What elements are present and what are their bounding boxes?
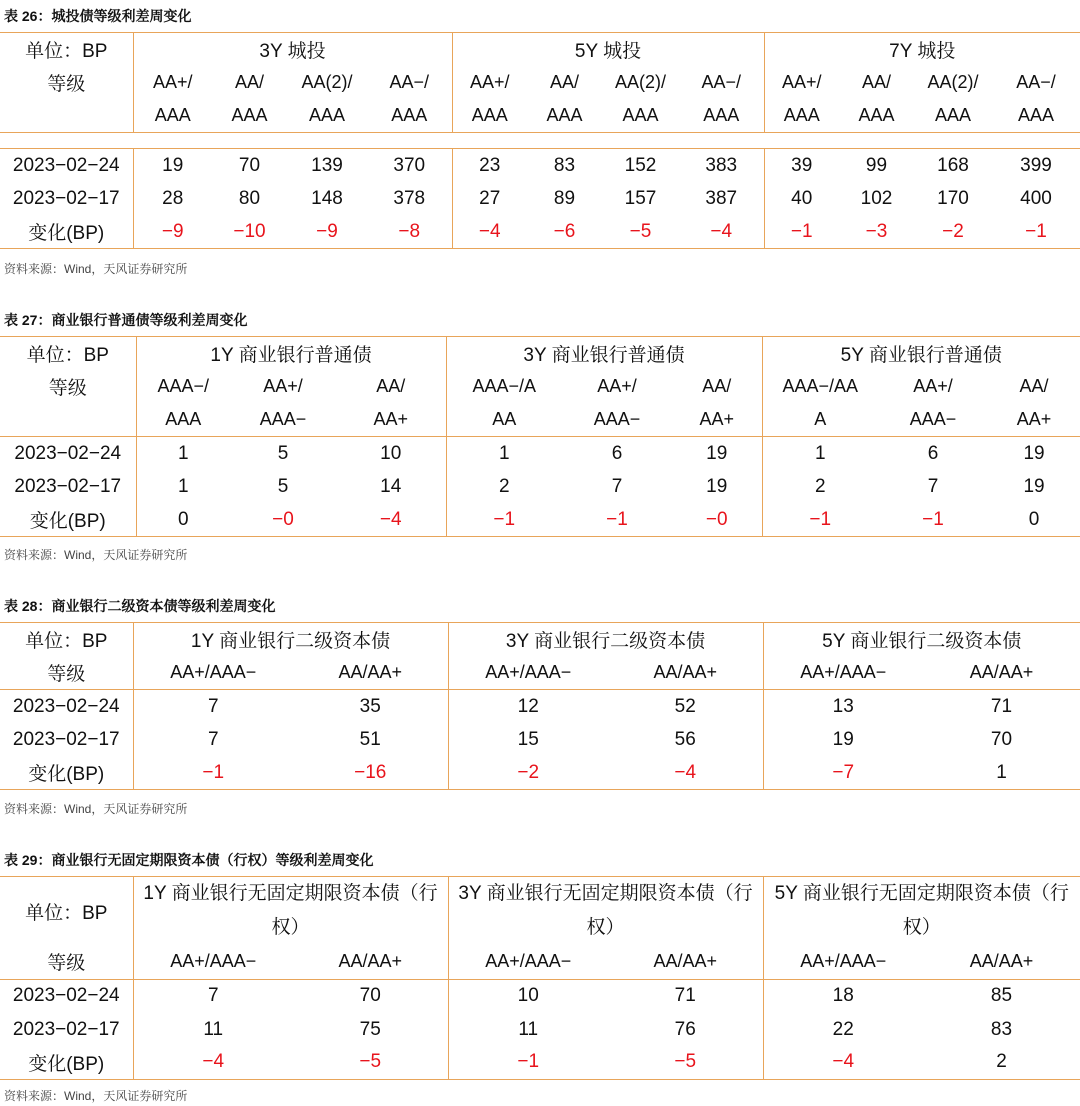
cell: 85 bbox=[990, 985, 1013, 1007]
table-26 bbox=[0, 32, 1080, 249]
table-row bbox=[0, 471, 1080, 504]
cell: −1 bbox=[446, 504, 562, 537]
cell: 71 bbox=[990, 695, 1013, 717]
col-header: AA+ bbox=[1016, 408, 1052, 429]
col-header: AAA bbox=[133, 99, 212, 133]
group-header: 5Y 商业银行无固定期限资本债（行权） bbox=[763, 877, 1080, 946]
col-header: AAA bbox=[934, 104, 972, 125]
cell: 5 bbox=[277, 442, 289, 464]
cell: −4 bbox=[763, 1046, 923, 1079]
row-label: 2023−02−24 bbox=[12, 695, 120, 717]
cell: −1 bbox=[762, 504, 878, 537]
cell: 22 bbox=[763, 1013, 923, 1046]
cell: 19 bbox=[1023, 442, 1045, 464]
cell: 27 bbox=[452, 183, 527, 216]
group-header: 3Y 商业银行普通债 bbox=[446, 337, 762, 370]
grade-label: 等级 bbox=[48, 377, 87, 399]
cell: 70 bbox=[359, 985, 381, 1007]
table-row bbox=[0, 149, 1080, 183]
col-header: AA+/AAA− bbox=[133, 656, 293, 690]
col-header: AAA bbox=[764, 99, 839, 133]
cell: 157 bbox=[624, 188, 657, 209]
row-label: 2023−02−24 bbox=[14, 442, 122, 464]
cell: 5 bbox=[277, 476, 289, 497]
cell: 10 bbox=[380, 442, 402, 464]
col-header: AA(2)/ bbox=[301, 71, 353, 92]
table-28-caption: 表 28：商业银行二级资本债等级利差周变化 bbox=[4, 598, 276, 614]
source-note: 资料来源：Wind，天风证券研究所 bbox=[4, 1089, 188, 1103]
cell: 15 bbox=[448, 724, 608, 757]
col-header: AA/AA+ bbox=[969, 951, 1034, 972]
cell: 18 bbox=[763, 979, 923, 1013]
cell: −4 bbox=[133, 1046, 293, 1079]
col-header: AA+ bbox=[373, 408, 409, 429]
cell: 71 bbox=[674, 985, 696, 1007]
cell: 7 bbox=[133, 724, 293, 757]
cell: −5 bbox=[629, 220, 652, 242]
cell: 7 bbox=[133, 690, 293, 724]
unit-label: 单位：BP bbox=[25, 40, 108, 62]
row-label: 2023−02−17 bbox=[12, 729, 120, 750]
col-header: AA−/ bbox=[701, 71, 742, 92]
col-header: AA(2)/ bbox=[927, 71, 979, 92]
group-header: 5Y 商业银行普通债 bbox=[762, 337, 1080, 370]
row-label: 2023−02−24 bbox=[12, 985, 120, 1007]
col-header: AA/ bbox=[234, 71, 264, 92]
table-row bbox=[0, 979, 1080, 1013]
col-header: AA/AA+ bbox=[338, 661, 403, 682]
grade-label: 等级 bbox=[47, 663, 86, 685]
table-row bbox=[0, 437, 1080, 471]
cell: 370 bbox=[393, 154, 426, 176]
row-label: 变化(BP) bbox=[28, 223, 105, 245]
col-header: AAA bbox=[703, 104, 740, 125]
cell: 76 bbox=[674, 1018, 696, 1040]
col-header: AA+/AAA− bbox=[448, 656, 608, 690]
group-header: 3Y 商业银行无固定期限资本债（行权） bbox=[448, 877, 763, 946]
col-header: AAA−/ bbox=[136, 370, 230, 403]
source-note: 资料来源：Wind，天风证券研究所 bbox=[4, 802, 188, 816]
col-header: AA/AA+ bbox=[653, 951, 718, 972]
cell: 2 bbox=[762, 471, 878, 504]
cell: −5 bbox=[674, 1051, 697, 1073]
col-header: AA+/ bbox=[913, 375, 953, 396]
cell: 28 bbox=[133, 183, 212, 216]
cell: −0 bbox=[705, 508, 728, 530]
cell: 399 bbox=[1020, 154, 1052, 176]
col-header: AAA bbox=[858, 104, 895, 125]
cell: 1 bbox=[996, 761, 1007, 783]
col-header: AAA−/A bbox=[446, 370, 562, 403]
col-header: AA/ bbox=[549, 71, 579, 92]
row-label: 2023−02−17 bbox=[12, 188, 120, 209]
table-row bbox=[0, 690, 1080, 724]
col-header: AA/AA+ bbox=[338, 951, 403, 972]
cell: −4 bbox=[674, 761, 697, 783]
col-header: AA(2)/ bbox=[614, 71, 666, 92]
cell: 2 bbox=[446, 471, 562, 504]
group-header: 3Y 城投 bbox=[133, 33, 452, 66]
cell: 83 bbox=[990, 1018, 1013, 1040]
cell: 6 bbox=[927, 442, 939, 464]
col-header: AAA−/AA bbox=[762, 370, 878, 403]
cell: 40 bbox=[764, 183, 839, 216]
cell: 170 bbox=[937, 188, 969, 209]
row-label: 2023−02−24 bbox=[12, 154, 120, 176]
col-header: AAA bbox=[452, 99, 527, 133]
cell: 99 bbox=[865, 154, 888, 176]
cell: 56 bbox=[674, 729, 696, 750]
cell: 89 bbox=[553, 188, 576, 209]
cell: 1 bbox=[136, 471, 230, 504]
cell: 19 bbox=[133, 149, 212, 183]
cell: 2 bbox=[996, 1051, 1007, 1073]
unit-label: 单位：BP bbox=[25, 902, 108, 924]
cell: 70 bbox=[238, 154, 261, 176]
cell: −10 bbox=[233, 220, 266, 242]
table-26-caption: 表 26：城投债等级利差周变化 bbox=[4, 8, 192, 24]
cell: −1 bbox=[764, 216, 839, 249]
unit-label: 单位：BP bbox=[25, 630, 108, 652]
col-header: AA−/ bbox=[389, 71, 430, 92]
cell: −9 bbox=[133, 216, 212, 249]
cell: −8 bbox=[398, 220, 421, 242]
cell: 70 bbox=[990, 729, 1013, 750]
cell: −4 bbox=[379, 508, 402, 530]
table-27 bbox=[0, 336, 1080, 537]
cell: −1 bbox=[922, 508, 944, 530]
cell: 0 bbox=[136, 504, 230, 537]
table-row bbox=[0, 504, 1080, 537]
col-header: A bbox=[762, 403, 878, 437]
group-header: 1Y 商业银行二级资本债 bbox=[133, 623, 448, 656]
col-header: AA/ bbox=[376, 375, 406, 396]
group-header: 5Y 城投 bbox=[452, 33, 764, 66]
col-header: AA/ bbox=[702, 375, 732, 396]
col-header: AA−/ bbox=[1016, 71, 1056, 92]
cell: 83 bbox=[553, 154, 576, 176]
col-header: AA bbox=[446, 403, 562, 437]
cell: 0 bbox=[1028, 508, 1040, 530]
grade-label: 等级 bbox=[47, 953, 86, 975]
col-header: AA+/AAA− bbox=[133, 945, 293, 979]
cell: −7 bbox=[763, 757, 923, 790]
table-row bbox=[0, 724, 1080, 757]
cell: 7 bbox=[611, 476, 623, 497]
col-header: AA+/ bbox=[263, 375, 303, 396]
cell: −1 bbox=[448, 1046, 608, 1079]
col-header: AAA− bbox=[909, 408, 957, 429]
col-header: AA/AA+ bbox=[969, 661, 1034, 682]
table-29 bbox=[0, 876, 1080, 1080]
cell: −3 bbox=[865, 220, 888, 242]
cell: 51 bbox=[359, 729, 381, 750]
table-row bbox=[0, 216, 1080, 249]
cell: −2 bbox=[448, 757, 608, 790]
col-header: AAA bbox=[308, 104, 346, 125]
col-header: AA+/ bbox=[133, 66, 212, 99]
cell: −16 bbox=[354, 761, 387, 783]
cell: 1 bbox=[136, 437, 230, 471]
source-note: 资料来源：Wind，天风证券研究所 bbox=[4, 548, 188, 562]
col-header: AA+/AAA− bbox=[763, 945, 923, 979]
cell: 6 bbox=[611, 442, 623, 464]
cell: 139 bbox=[311, 154, 343, 176]
cell: 19 bbox=[763, 724, 923, 757]
cell: 7 bbox=[927, 476, 939, 497]
cell: −5 bbox=[359, 1051, 382, 1073]
cell: 378 bbox=[393, 188, 426, 209]
table-row bbox=[0, 1013, 1080, 1046]
cell: 387 bbox=[705, 188, 738, 209]
table-29-caption: 表 29：商业银行无固定期限资本债（行权）等级利差周变化 bbox=[4, 852, 374, 868]
row-label: 变化(BP) bbox=[29, 511, 106, 533]
col-header: AA+/ bbox=[452, 66, 527, 99]
cell: 19 bbox=[706, 476, 728, 497]
cell: 39 bbox=[764, 149, 839, 183]
cell: 19 bbox=[706, 442, 728, 464]
col-header: AAA bbox=[231, 104, 268, 125]
col-header: AA+/AAA− bbox=[763, 656, 923, 690]
col-header: AAA bbox=[546, 104, 583, 125]
cell: 12 bbox=[448, 690, 608, 724]
table-row bbox=[0, 1046, 1080, 1079]
cell: −1 bbox=[1025, 220, 1047, 242]
cell: −1 bbox=[606, 508, 628, 530]
cell: 148 bbox=[311, 188, 343, 209]
cell: 80 bbox=[238, 188, 261, 209]
col-header: AAA− bbox=[593, 408, 641, 429]
cell: 383 bbox=[705, 154, 738, 176]
group-header: 5Y 商业银行二级资本债 bbox=[763, 623, 1080, 656]
cell: 7 bbox=[133, 979, 293, 1013]
cell: 102 bbox=[860, 188, 893, 209]
cell: 11 bbox=[448, 1013, 608, 1046]
cell: 14 bbox=[380, 476, 402, 497]
group-header: 7Y 城投 bbox=[764, 33, 1080, 66]
source-note: 资料来源：Wind，天风证券研究所 bbox=[4, 262, 188, 276]
col-header: AA/AA+ bbox=[653, 661, 718, 682]
col-header: AA+/ bbox=[764, 66, 839, 99]
cell: 35 bbox=[359, 695, 381, 717]
cell: −9 bbox=[316, 220, 338, 242]
col-header: AAA bbox=[391, 104, 428, 125]
unit-label: 单位：BP bbox=[26, 344, 109, 366]
group-header: 3Y 商业银行二级资本债 bbox=[448, 623, 763, 656]
col-header: AA+/AAA− bbox=[448, 945, 608, 979]
cell: 13 bbox=[763, 690, 923, 724]
cell: 23 bbox=[452, 149, 527, 183]
col-header: AAA bbox=[136, 403, 230, 437]
cell: −1 bbox=[133, 757, 293, 790]
cell: 400 bbox=[1020, 188, 1052, 209]
col-header: AAA bbox=[1017, 104, 1055, 125]
cell: 75 bbox=[359, 1018, 381, 1040]
grade-label: 等级 bbox=[47, 73, 86, 95]
cell: 19 bbox=[1023, 476, 1045, 497]
cell: 52 bbox=[674, 695, 696, 717]
col-header: AAA bbox=[622, 104, 659, 125]
row-label: 2023−02−17 bbox=[14, 476, 122, 497]
row-label: 变化(BP) bbox=[28, 1053, 105, 1075]
col-header: AAA− bbox=[259, 408, 307, 429]
group-header: 1Y 商业银行普通债 bbox=[136, 337, 446, 370]
cell: −0 bbox=[272, 508, 294, 530]
cell: −4 bbox=[452, 216, 527, 249]
table-27-caption: 表 27：商业银行普通债等级利差周变化 bbox=[4, 312, 248, 328]
table-row bbox=[0, 757, 1080, 790]
table-28 bbox=[0, 622, 1080, 790]
cell: 10 bbox=[448, 979, 608, 1013]
group-header: 1Y 商业银行无固定期限资本债（行权） bbox=[133, 877, 448, 946]
cell: −2 bbox=[942, 220, 964, 242]
cell: 1 bbox=[446, 437, 562, 471]
col-header: AA+/ bbox=[597, 375, 637, 396]
cell: 168 bbox=[937, 154, 969, 176]
table-row bbox=[0, 183, 1080, 216]
col-header: AA/ bbox=[1019, 375, 1049, 396]
cell: −4 bbox=[710, 220, 733, 242]
cell: 152 bbox=[624, 154, 657, 176]
cell: 1 bbox=[762, 437, 878, 471]
col-header: AA/ bbox=[861, 71, 891, 92]
cell: −6 bbox=[553, 220, 576, 242]
row-label: 变化(BP) bbox=[28, 764, 105, 786]
row-label: 2023−02−17 bbox=[12, 1018, 120, 1040]
cell: 11 bbox=[133, 1013, 293, 1046]
col-header: AA+ bbox=[699, 408, 735, 429]
